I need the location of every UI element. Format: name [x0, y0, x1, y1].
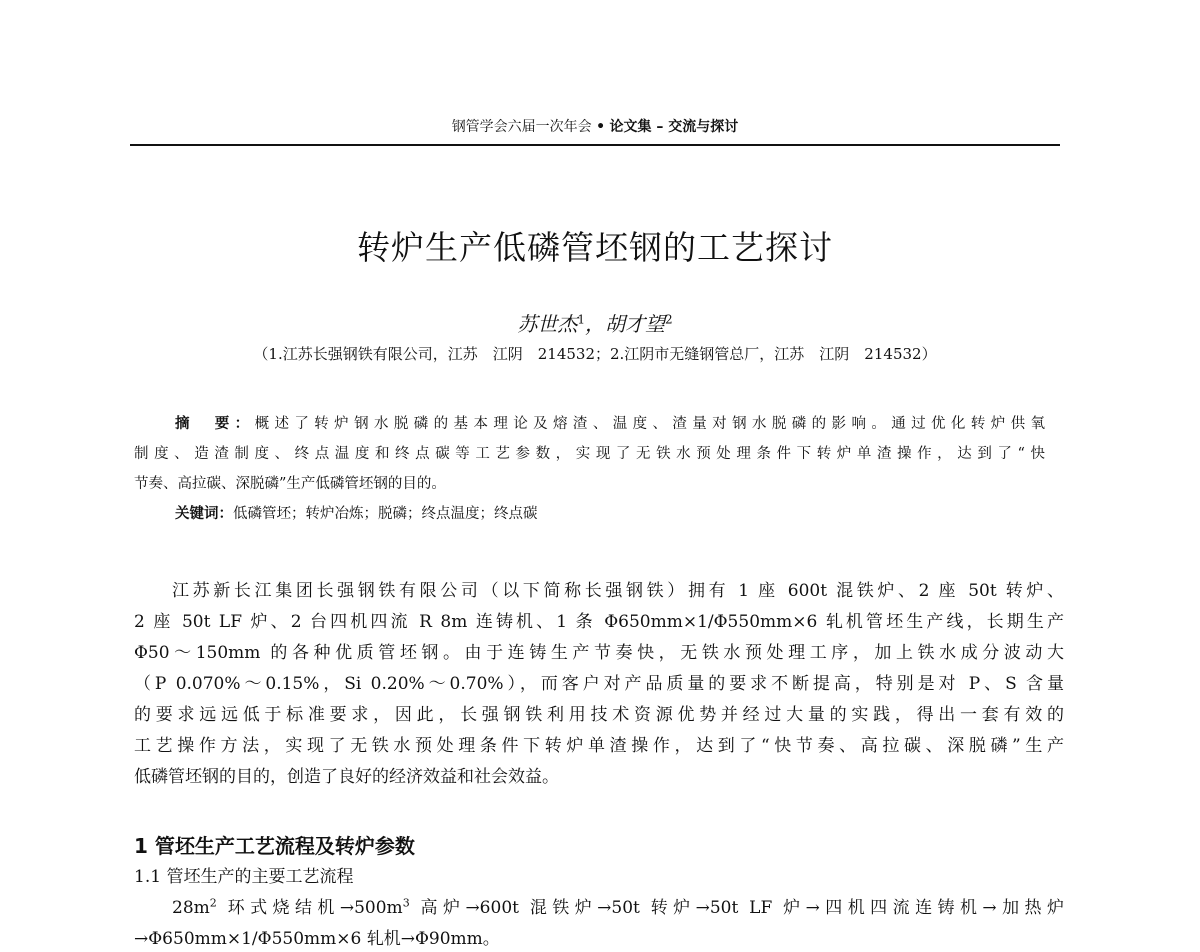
running-header-separator: •	[596, 119, 606, 135]
subsection-heading: 1.1 管坯生产的主要工艺流程	[134, 867, 354, 887]
abstract-line: 制度、造渣制度、终点温度和终点碳等工艺参数，实现了无铁水预处理条件下转炉单渣操作，达到了“快	[134, 446, 1045, 462]
header-rule	[130, 144, 1060, 146]
author-separator: ，	[585, 312, 605, 336]
flow-text: 28m	[172, 898, 210, 918]
abstract-line	[175, 412, 1045, 433]
author-name: 苏世杰	[517, 312, 578, 336]
flow-superscript: 2	[209, 896, 217, 910]
keywords-label: 关键词：	[175, 506, 233, 522]
body-line: 江苏新长江集团长强钢铁有限公司（以下简称长强钢铁）拥有 1 座 600t 混铁炉、2 座 50t 转炉、	[172, 581, 1064, 601]
running-header	[130, 116, 1060, 136]
body-line: 工艺操作方法，实现了无铁水预处理条件下转炉单渣操作，达到了“快节奏、高拉碳、深脱磷”生产	[134, 736, 1064, 756]
paper-title: 转炉生产低磷管坯钢的工艺探讨	[357, 228, 833, 267]
abstract-label: 摘 要：	[175, 416, 255, 432]
affiliations: （1.江苏长强钢铁有限公司，江苏 江阴 214532；2.江阴市无缝钢管总厂，江苏 江阴 214532）	[253, 345, 937, 363]
body-line: Φ50～150mm 的各种优质管坯钢。由于连铸生产节奏快，无铁水预处理工序，加上铁水成分波动大	[134, 643, 1064, 663]
abstract-line: 节奏、高拉碳、深脱磷”生产低磷管坯钢的目的。	[134, 476, 446, 492]
author-name: 胡才望	[605, 312, 665, 336]
keywords-text: 低磷管坯；转炉冶炼；脱磷；终点温度；终点碳	[233, 506, 538, 522]
flow-superscript: 3	[402, 896, 410, 910]
body-line: （P 0.070%～0.15%，Si 0.20%～0.70%），而客户对产品质量的要求不断提高，特别是对 P、S 含量	[134, 674, 1064, 694]
authors	[130, 308, 1060, 337]
flow-text: 高炉→600t 混铁炉→50t 转炉→50t LF 炉→四机四流连铸机→加热炉	[409, 898, 1065, 918]
author-affiliation-mark: 2	[665, 312, 673, 327]
abstract-text: 概述了转炉钢水脱磷的基本理论及熔渣、温度、渣量对钢水脱磷的影响。通过优化转炉供氧	[254, 416, 1046, 432]
author-affiliation-mark: 1	[577, 312, 585, 327]
keywords	[175, 502, 1045, 523]
section-heading: 1 管坯生产工艺流程及转炉参数	[134, 834, 415, 858]
process-flow-line	[172, 893, 1064, 918]
body-line: 低磷管坯钢的目的，创造了良好的经济效益和社会效益。	[134, 767, 559, 787]
flow-text: 环式烧结机→500m	[216, 898, 403, 918]
body-line: 的要求远远低于标准要求，因此，长强钢铁利用技术资源优势并经过大量的实践，得出一套有效的	[134, 705, 1064, 725]
body-line: 2 座 50t LF 炉、2 台四机四流 R 8m 连铸机、1 条 Φ650mm×1/Φ550mm×6 轧机管坯生产线，长期生产	[134, 612, 1064, 632]
running-header-section: 论文集 – 交流与探讨	[609, 119, 739, 135]
process-flow-line: →Φ650mm×1/Φ550mm×6 轧机→Φ90mm。	[134, 929, 500, 949]
running-header-conference: 钢管学会六届一次年会	[451, 119, 592, 135]
